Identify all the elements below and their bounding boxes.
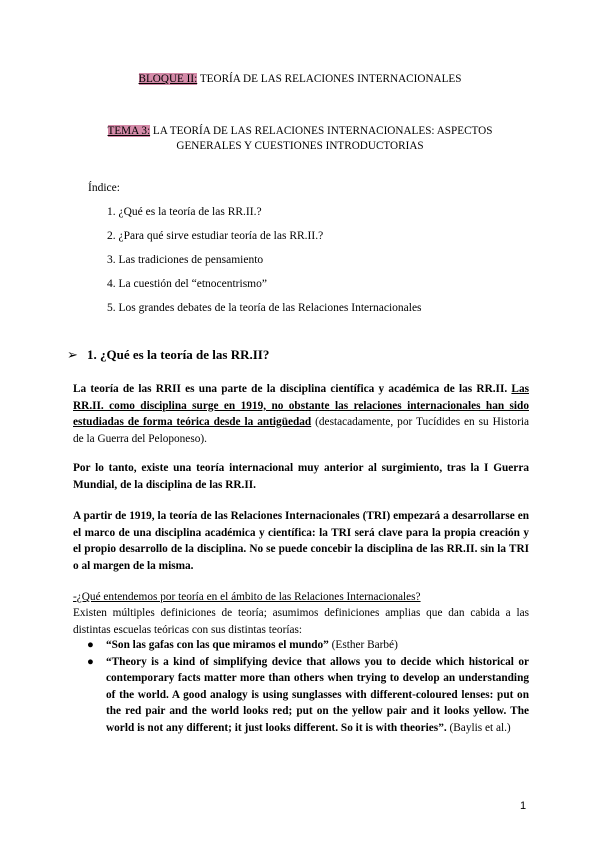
bloque-title-text: TEORÍA DE LAS RELACIONES INTERNACIONALES xyxy=(199,73,462,85)
bloque-label: BLOQUE II: xyxy=(138,73,198,85)
p1-underline-text: Las RR.II. como disciplina surge en 1919, no obstante las relaciones internacionales han sido estudiadas de forma teórica desde la antigüedad xyxy=(73,383,529,428)
question-line: -¿Qué entendemos por teoría en el ámbito de las Relaciones Internacionales? xyxy=(73,591,421,603)
arrow-bullet-icon: ➢ xyxy=(67,347,78,362)
bullet-normal-text: (Baylis et al.) xyxy=(446,721,511,734)
bullet-dot-icon: ● xyxy=(87,655,94,668)
p1-normal-text: (destacadamente, por Tucídides en su Historia de la Guerra del Peloponeso). xyxy=(73,416,529,445)
bullet-dot-icon: ● xyxy=(87,639,94,651)
index-item: 3. Las tradiciones de pensamiento xyxy=(107,254,264,266)
p1-bold-text: La teoría de las RRII es una parte de la disciplina científica y académica de las RR.II. xyxy=(73,383,508,395)
list-item xyxy=(73,654,529,737)
p3b-text: No se puede concebir la disciplina de las RR.II. sin la TRI o al margen de la misma. xyxy=(73,543,529,572)
tema-title-text: LA TEORÍA DE LAS RELACIONES INTERNACIONALES: ASPECTOS GENERALES Y CUESTIONES INTRODUCTORIAS xyxy=(152,125,493,152)
paragraph-3 xyxy=(73,508,529,574)
tema-title xyxy=(95,124,505,154)
page-number: 1 xyxy=(520,800,527,812)
bullet-normal-text: (Esther Barbé) xyxy=(328,639,398,651)
tema-label: TEMA 3: xyxy=(107,125,151,137)
section-heading xyxy=(67,347,269,363)
index-label: Índice: xyxy=(88,182,120,194)
index-item: 5. Los grandes debates de la teoría de las Relaciones Internacionales xyxy=(107,302,422,314)
index-item: 4. La cuestión del “etnocentrismo” xyxy=(107,278,267,290)
list-item xyxy=(73,637,529,654)
bloque-title xyxy=(0,73,600,85)
bullet-bold-text: “Son las gafas con las que miramos el mundo” xyxy=(106,639,329,651)
bullet-bold-text: “Theory is a kind of simplifying device that allows you to decide which historical or contemporary facts matter more than others when trying to develop an understanding of the world. A good analogy is using sunglasses with different-coloured lenses: put on the red pair and the world looks red; put on the yellow pair and it looks yellow. The world is not any different; it just looks different. So it is with theories”. xyxy=(106,655,529,734)
index-item: 1. ¿Qué es la teoría de las RR.II.? xyxy=(107,206,262,218)
index-item: 2. ¿Para qué sirve estudiar teoría de las RR.II.? xyxy=(107,230,324,242)
p3a-text: A partir de 1919, la teoría de las Relaciones Internacionales (TRI) empezará a desarrollarse en el marco de una disciplina académica y científica: la TRI será clave para la propia creación y el propio desarrollo de la disciplina. xyxy=(73,510,529,555)
section-heading-text: 1. ¿Qué es la teoría de las RR.II? xyxy=(87,347,270,362)
paragraph-1 xyxy=(73,381,529,447)
paragraph-2: Por lo tanto, existe una teoría internacional muy anterior al surgimiento, tras la I Guerra Mundial, de la disciplina de las RR.II. xyxy=(73,462,529,491)
bullet-list xyxy=(73,637,529,736)
paragraph-4: Existen múltiples definiciones de teoría; asumimos definiciones amplias que dan cabida a las distintas escuelas teóricas con sus distintas teorías: xyxy=(73,607,529,636)
